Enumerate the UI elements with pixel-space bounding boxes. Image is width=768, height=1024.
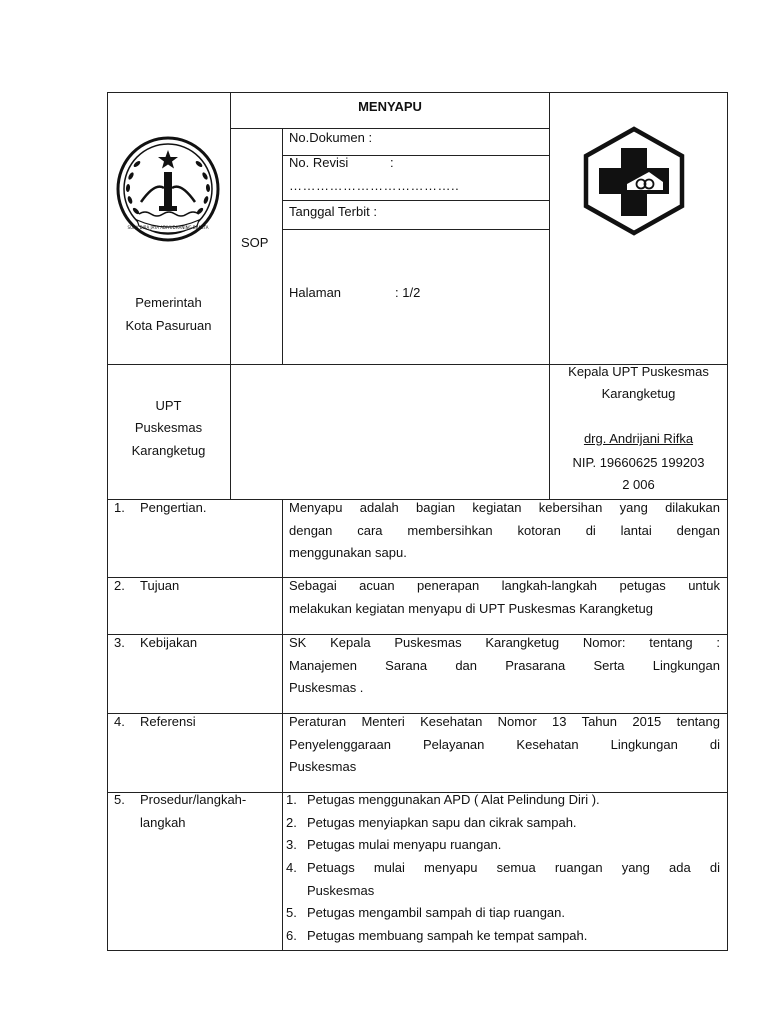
table-right-border (727, 92, 728, 951)
no-revisi-label: No. Revisi (289, 155, 349, 170)
section-label-referensi: Referensi (140, 714, 196, 729)
table-top-border (107, 92, 728, 93)
step-text: Petugas menyiapkan sapu dan cikrak sampah. (307, 815, 577, 830)
section-body-tujuan (289, 575, 720, 620)
halaman-value: : 1/2 (395, 285, 421, 300)
step-text: Petugas menggunakan APD ( Alat Pelindung Diri ). (307, 792, 600, 807)
emblem-motto: SURA DIRA JAYA ADIYUDHANING BRASTA (127, 225, 209, 230)
signatory-nip-2: 2 006 (622, 477, 655, 492)
step-number: 6. (286, 928, 297, 943)
step-number: 2. (286, 815, 297, 830)
body-line: SK Kepala Puskesmas Karangketug Nomor: tentang : (289, 635, 720, 650)
unit-line-1: UPT (155, 398, 182, 413)
gov-line-2: Kota Pasuruan (125, 318, 212, 333)
title-divider (230, 128, 550, 129)
step-text: Petugas mulai menyapu ruangan. (307, 837, 502, 852)
tanggal-terbit-label: Tanggal Terbit : (289, 204, 377, 219)
signatory-title: Kepala UPT Puskesmas (568, 364, 709, 379)
section-number: 4. (114, 714, 125, 729)
row-divider-terbit (282, 229, 550, 230)
body-line: Menyapu adalah bagian kegiatan kebersihan yang dilakukan (289, 500, 720, 515)
section-label-kebijakan: Kebijakan (140, 635, 198, 650)
body-line: Puskesmas (289, 759, 357, 774)
sop-label: SOP (241, 235, 269, 250)
section-number: 5. (114, 792, 125, 807)
col-divider-body (282, 499, 283, 951)
step-text: Petugas mengambil sampah di tiap ruangan. (307, 905, 565, 920)
table-bottom-border (107, 950, 728, 951)
signatory-nip-1: NIP. 19660625 199203 (572, 455, 705, 470)
signatory-name: drg. Andrijani Rifka (583, 431, 694, 446)
body-line: Sebagai acuan penerapan langkah-langkah petugas untuk (289, 578, 720, 593)
unit-line-3: Karangketug (131, 443, 206, 458)
signatory-unit: Karangketug (601, 386, 676, 401)
body-line: Peraturan Menteri Kesehatan Nomor 13 Tahun 2015 tentang (289, 714, 720, 729)
section-number: 2. (114, 578, 125, 593)
body-line: menggunakan sapu. (289, 545, 407, 560)
body-line: Manajemen Sarana dan Prasarana Serta Lingkungan (289, 657, 720, 673)
puskesmas-cross-icon (583, 126, 685, 236)
section-body-referensi (289, 711, 720, 779)
step-number: 5. (286, 905, 297, 920)
col-divider-sop (282, 128, 283, 365)
body-line: melakukan kegiatan menyapu di UPT Puskesmas Karangketug (289, 600, 653, 616)
step-text: Petuags mulai menyapu semua ruangan yang ada di (307, 860, 720, 875)
table-left-border (107, 92, 108, 951)
puskesmas-logo (583, 126, 685, 236)
halaman-label: Halaman (289, 285, 342, 300)
section-number: 3. (114, 635, 125, 650)
gov-line-1: Pemerintah (135, 295, 202, 310)
no-dokumen-label: No.Dokumen : (289, 130, 373, 145)
section-label-tujuan: Tujuan (140, 578, 180, 593)
section-body-pengertian (289, 497, 720, 565)
step-text: Puskesmas (307, 882, 375, 898)
section-label-prosedur-2: langkah (140, 815, 186, 830)
section-body-kebijakan (289, 632, 720, 700)
body-line: Penyelenggaraan Pelayanan Kesehatan Lingkungan di (289, 736, 720, 752)
step-number: 1. (286, 792, 297, 807)
page-title: MENYAPU (358, 99, 422, 114)
col-divider-left (230, 92, 231, 500)
section-label-prosedur-1: Prosedur/langkah- (140, 792, 247, 807)
body-line: dengan cara membersihkan kotoran di lantai dengan (289, 522, 720, 538)
body-line: Puskesmas . (289, 680, 364, 695)
step-number: 3. (286, 837, 297, 852)
step-text: Petugas membuang sampah ke tempat sampah. (307, 928, 588, 943)
step-number: 4. (286, 860, 297, 875)
section-label-pengertian: Pengertian. (140, 500, 207, 515)
unit-line-2: Puskesmas (134, 420, 203, 435)
pasuruan-emblem-icon (115, 136, 221, 246)
city-emblem (115, 136, 221, 246)
no-revisi-colon: : (390, 155, 394, 170)
revisi-dots: ……………………………….. (289, 178, 460, 193)
section-number: 1. (114, 500, 125, 515)
